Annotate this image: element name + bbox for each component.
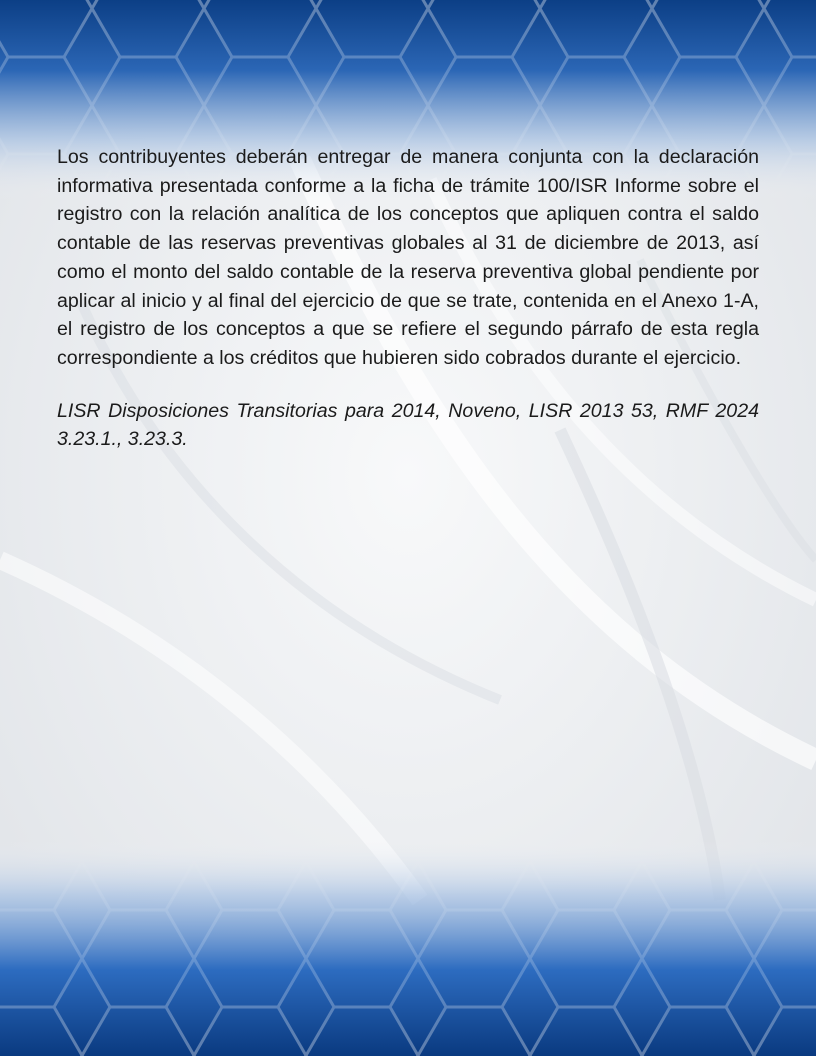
document-content (57, 143, 759, 454)
body-paragraph: Los contribuyentes deberán entregar de manera conjunta con la declaración informativa presentada conforme a la ficha de trámite 100/ISR Informe sobre el registro con la relación analítica de los conceptos que apliquen contra el saldo contable de las reservas preventivas globales al 31 de diciembre de 2013, así como el monto del saldo contable de la reserva preventiva global pendiente por aplicar al inicio y al final del ejercicio de que se trate, contenida en el Anexo 1-A, el registro de los conceptos a que se refiere el segundo párrafo de esta regla correspondiente a los créditos que hubieren sido cobrados durante el ejercicio. (57, 146, 759, 369)
bottom-hex-pattern (0, 840, 816, 1056)
legal-reference: LISR Disposiciones Transitorias para 2014, Noveno, LISR 2013 53, RMF 2024 3.23.1., 3.23.3. (57, 399, 759, 451)
